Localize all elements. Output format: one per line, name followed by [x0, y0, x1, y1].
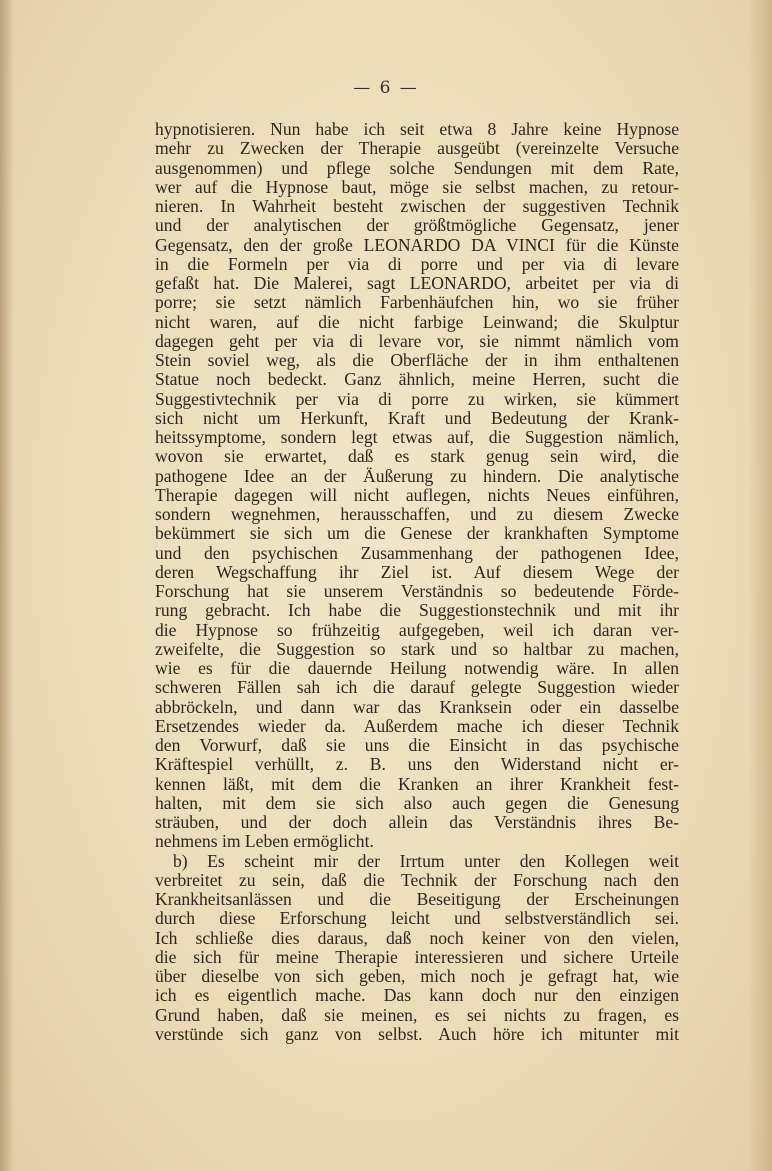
text-line: ausgenommen) und pflege solche Sendungen mit dem Rate,: [155, 157, 679, 178]
text-line: nieren. In Wahrheit besteht zwischen der suggestiven Technik: [155, 196, 679, 216]
body-text: [155, 120, 679, 1044]
text-line: verstünde sich ganz von selbst. Auch höre ich mitunter mit: [155, 1023, 679, 1044]
text-line: schweren Fällen sah ich die darauf gelegte Suggestion wieder: [155, 677, 679, 698]
text-line: Suggestivtechnik per via di porre zu wirken, sie kümmert: [155, 388, 679, 409]
text-line: rung gebracht. Ich habe die Suggestionstechnik und mit ihr: [155, 600, 679, 621]
paragraph-start-line: b) Es scheint mir der Irrtum unter den Kollegen weit: [173, 850, 679, 871]
text-line: sträuben, und der doch allein das Verständnis ihres Be-: [155, 812, 679, 832]
page-shadow-right: [748, 0, 772, 1171]
text-line: Stein soviel weg, als die Oberfläche der in ihm enthaltenen: [155, 350, 679, 370]
paragraph-end-line: nehmens im Leben ermöglicht.: [155, 831, 374, 852]
text-line: porre; sie setzt nämlich Farbenhäufchen hin, wo sie früher: [155, 292, 679, 313]
text-line: Krankheitsanlässen und die Beseitigung der Erscheinungen: [155, 889, 679, 909]
text-line: pathogene Idee an der Äußerung zu hindern. Die analytische: [155, 465, 679, 486]
text-line: sich nicht um Herkunft, Kraft und Bedeutung der Krank-: [155, 407, 679, 428]
text-line: den Vorwurf, daß sie uns die Einsicht in das psychische: [155, 735, 679, 755]
text-line: Kräftespiel verhüllt, z. B. uns den Widerstand nicht er-: [155, 754, 679, 775]
text-line: durch diese Erforschung leicht und selbstverständlich sei.: [155, 908, 679, 929]
text-line: Statue noch bedeckt. Ganz ähnlich, meine Herren, sucht die: [155, 369, 679, 390]
text-line: gefaßt hat. Die Malerei, sagt LEONARDO, arbeitet per via di: [155, 273, 679, 293]
text-line: über dieselbe von sich geben, mich noch je gefragt hat, wie: [155, 966, 679, 986]
text-line: Therapie dagegen will nicht auflegen, nichts Neues einführen,: [155, 484, 679, 505]
text-line: nicht waren, auf die nicht farbige Leinwand; die Skulptur: [155, 311, 679, 332]
text-line: dagegen geht per via di levare vor, sie nimmt nämlich vom: [155, 330, 679, 351]
text-line: halten, mit dem sie sich also auch gegen die Genesung: [155, 792, 679, 813]
text-line: bekümmert sie sich um die Genese der krankhaften Symptome: [155, 523, 679, 544]
page-shadow-left: [0, 0, 14, 1171]
text-line: und der analytischen der größtmögliche Gegensatz, jener: [155, 215, 679, 236]
text-line: verbreitet zu sein, daß die Technik der Forschung nach den: [155, 869, 679, 890]
text-line: hypnotisieren. Nun habe ich seit etwa 8 Jahre keine Hypnose: [155, 119, 679, 139]
text-line: und den psychischen Zusammenhang der pathogenen Idee,: [155, 542, 679, 563]
text-line: die Hypnose so frühzeitig aufgegeben, weil ich daran ver-: [155, 619, 679, 640]
text-line: mehr zu Zwecken der Therapie ausgeübt (vereinzelte Versuche: [155, 138, 679, 159]
text-line: wie es für die dauernde Heilung notwendig wäre. In allen: [155, 658, 679, 678]
text-line: Ich schließe dies daraus, daß noch keiner von den vielen,: [155, 927, 679, 948]
text-line: Grund haben, daß sie meinen, es sei nichts zu fragen, es: [155, 1004, 679, 1025]
text-line: Gegensatz, den der große LEONARDO DA VINCI für die Künste: [155, 234, 679, 255]
text-line: Ersetzendes wieder da. Außerdem mache ich dieser Technik: [155, 715, 679, 736]
text-line: abbröckeln, und dann war das Kranksein oder ein dasselbe: [155, 696, 679, 717]
text-line: in die Formeln per via di porre und per via di levare: [155, 253, 679, 274]
page-number: — 6 —: [353, 78, 419, 98]
text-line: die sich für meine Therapie interessieren und sichere Urteile: [155, 946, 679, 967]
text-line: sondern wegnehmen, herausschaffen, und zu diesem Zwecke: [155, 504, 679, 524]
text-line: wer auf die Hypnose baut, möge sie selbst machen, zu retour-: [155, 176, 679, 197]
text-line: Forschung hat sie unserem Verständnis so bedeutende Förde-: [155, 581, 679, 601]
text-line: deren Wegschaffung ihr Ziel ist. Auf diesem Wege der: [155, 561, 679, 582]
text-line: zweifelte, die Suggestion so stark und so haltbar zu machen,: [155, 638, 679, 659]
text-line: heitssymptome, sondern legt etwas auf, die Suggestion nämlich,: [155, 427, 679, 447]
text-line: wovon sie erwartet, daß es stark genug sein wird, die: [155, 446, 679, 467]
text-line: kennen läßt, mit dem die Kranken an ihrer Krankheit fest-: [155, 773, 679, 794]
text-line: ich es eigentlich mache. Das kann doch nur den einzigen: [155, 985, 679, 1006]
